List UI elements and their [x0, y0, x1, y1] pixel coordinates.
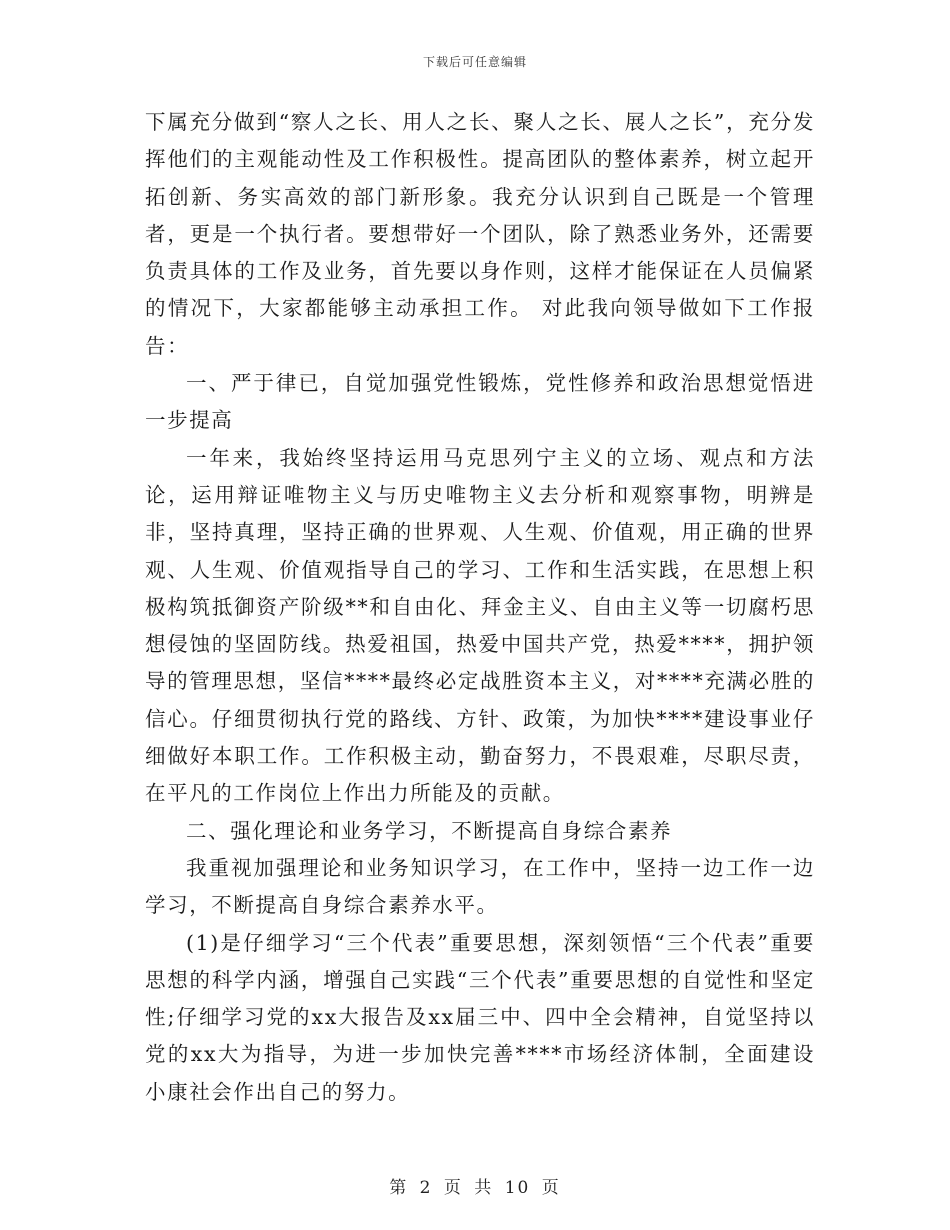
- paragraph-item-1: (1)是仔细学习“三个代表”重要思想，深刻领悟“三个代表”重要思想的科学内涵，增强自己实践“三个代表”重要思想的自觉性和坚定性;仔细学习党的xx大报告及xx届三中、四中全会精神，自觉坚持以党的xx大为指导，为进一步加快完善****市场经济体制，全面建设小康社会作出自己的努力。: [145, 930, 815, 1104]
- document-body: [145, 104, 815, 1111]
- paragraph-section-2: 我重视加强理论和业务知识学习，在工作中，坚持一边工作一边学习，不断提高自身综合素养水平。: [145, 855, 815, 918]
- section-heading-1: 一、严于律已，自觉加强党性锻炼，党性修养和政治思想觉悟进一步提高: [145, 371, 815, 433]
- paragraph-section-1: 一年来，我始终坚持运用马克思列宁主义的立场、观点和方法论，运用辩证唯物主义与历史唯物主义去分析和观察事物，明辨是非，坚持真理，坚持正确的世界观、人生观、价值观，用正确的世界观、人生观、价值观指导自己的学习、工作和生活实践，在思想上积极构筑抵御资产阶级**和自由化、拜金主义、自由主义等一切腐朽思想侵蚀的坚固防线。热爱祖国，热爱中国共产党，热爱****，拥护领导的管理思想，坚信****最终必定战胜资本主义，对****充满必胜的信心。仔细贯彻执行党的路线、方针、政策，为加快****建设事业仔细做好本职工作。工作积极主动，勤奋努力，不畏艰难，尽职尽责，在平凡的工作岗位上作出力所能及的贡献。: [145, 445, 815, 806]
- page-number-footer: 第 2 页 共 10 页: [389, 1178, 561, 1198]
- section-heading-2: 二、强化理论和业务学习，不断提高自身综合素养: [186, 818, 673, 843]
- paragraph-intro: 下属充分做到“察人之长、用人之长、聚人之长、展人之长”，充分发挥他们的主观能动性及工作积极性。提高团队的整体素养，树立起开拓创新、务实高效的部门新形象。我充分认识到自己既是一个管理者，更是一个执行者。要想带好一个团队，除了熟悉业务外，还需要负责具体的工作及业务，首先要以身作则，这样才能保证在人员偏紧的情况下，大家都能够主动承担工作。 对此我向领导做如下工作报告：: [145, 110, 815, 358]
- page-header: 下载后可任意编辑: [422, 55, 527, 69]
